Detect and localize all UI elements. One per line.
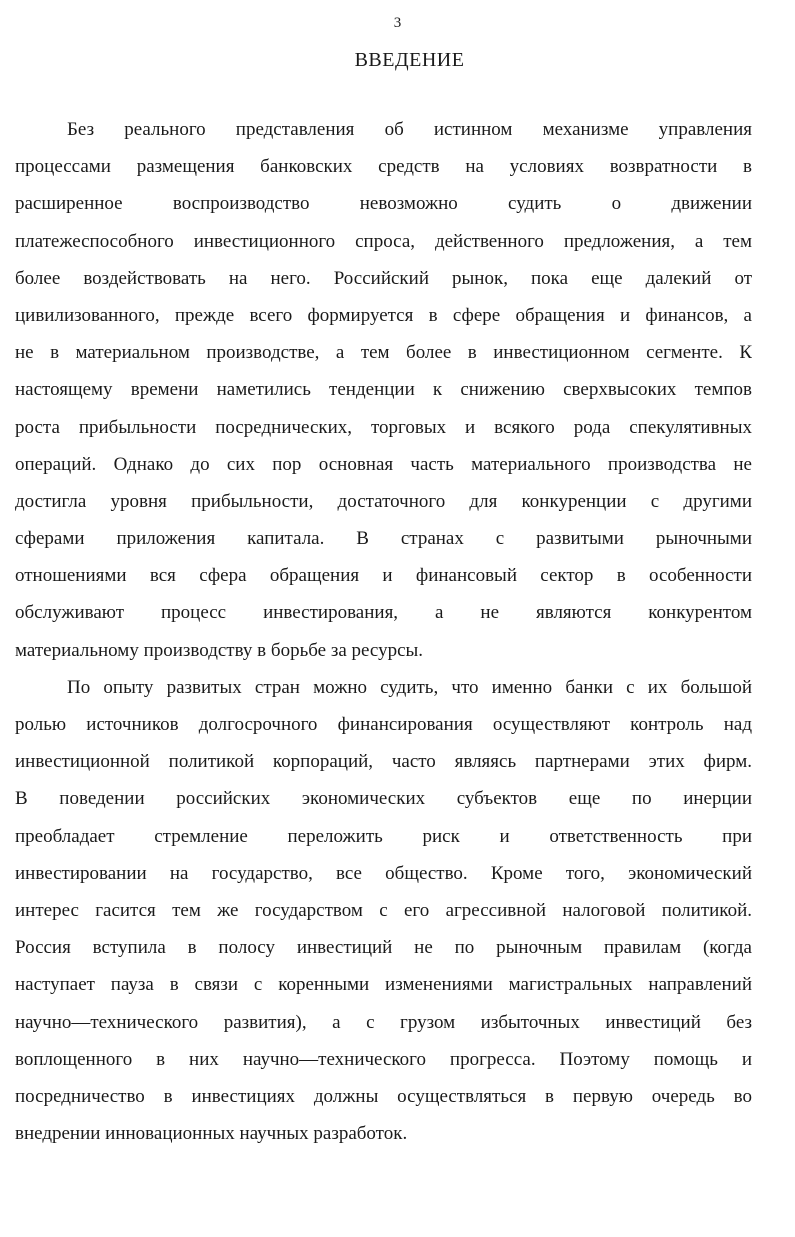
paragraph-2 (15, 669, 752, 1152)
document-body (15, 111, 752, 1152)
text-line: посредничество в инвестициях должны осуществляться в первую очередь во (15, 1085, 752, 1107)
text-line: преобладает стремление переложить риск и ответственность при (15, 825, 752, 847)
text-line: материальному производству в борьбе за ресурсы. (15, 639, 424, 661)
text-line: воплощенного в них научно—технического прогресса. Поэтому помощь и (15, 1048, 752, 1070)
text-line: настоящему времени наметились тенденции к снижению сверхвысоких темпов (15, 379, 752, 401)
text-line: Россия вступила в полосу инвестиций не по рыночным правилам (когда (15, 937, 752, 959)
text-line: наступает пауза в связи с коренными изменениями магистральных направлений (15, 974, 752, 996)
text-line: По опыту развитых стран можно судить, что именно банки с их большой (67, 676, 752, 698)
text-line: цивилизованного, прежде всего формируется в сфере обращения и финансов, а (15, 304, 752, 326)
text-line: платежеспособного инвестиционного спроса, действенного предложения, а тем (15, 230, 752, 252)
text-line: В поведении российских экономических субъектов еще по инерции (15, 788, 752, 810)
text-line: отношениями вся сфера обращения и финансовый сектор в особенности (15, 565, 752, 587)
text-line: не в материальном производстве, а тем более в инвестиционном сегменте. К (15, 342, 752, 364)
page-title: ВВЕДЕНИЕ (354, 49, 465, 71)
text-line: интерес гасится тем же государством с его агрессивной налоговой политикой. (15, 899, 752, 921)
text-line: операций. Однако до сих пор основная часть материального производства не (15, 453, 752, 475)
text-line: внедрении инновационных научных разработок. (15, 1123, 408, 1145)
text-line: сферами приложения капитала. В странах с развитыми рыночными (15, 528, 752, 550)
paragraph-1 (15, 111, 752, 669)
text-line: научно—технического развития), а с грузом избыточных инвестиций без (15, 1011, 752, 1033)
text-line: Без реального представления об истинном механизме управления (67, 119, 752, 140)
text-line: более воздействовать на него. Российский рынок, пока еще далекий от (15, 267, 752, 289)
text-line: ролью источников долгосрочного финансирования осуществляют контроль над (15, 714, 752, 735)
text-line: процессами размещения банковских средств на условиях возвратности в (15, 156, 752, 178)
text-line: достигла уровня прибыльности, достаточного для конкуренции с другими (15, 490, 752, 512)
text-line: обслуживают процесс инвестирования, а не являются конкурентом (15, 602, 752, 624)
text-line: инвестиционной политикой корпораций, часто являясь партнерами этих фирм. (15, 751, 752, 773)
text-line: роста прибыльности посреднических, торговых и всякого рода спекулятивных (15, 416, 752, 438)
text-line: расширенное воспроизводство невозможно судить о движении (15, 193, 752, 215)
page-number: 3 (393, 15, 402, 31)
text-line: инвестировании на государство, все общество. Кроме того, экономический (15, 862, 752, 884)
